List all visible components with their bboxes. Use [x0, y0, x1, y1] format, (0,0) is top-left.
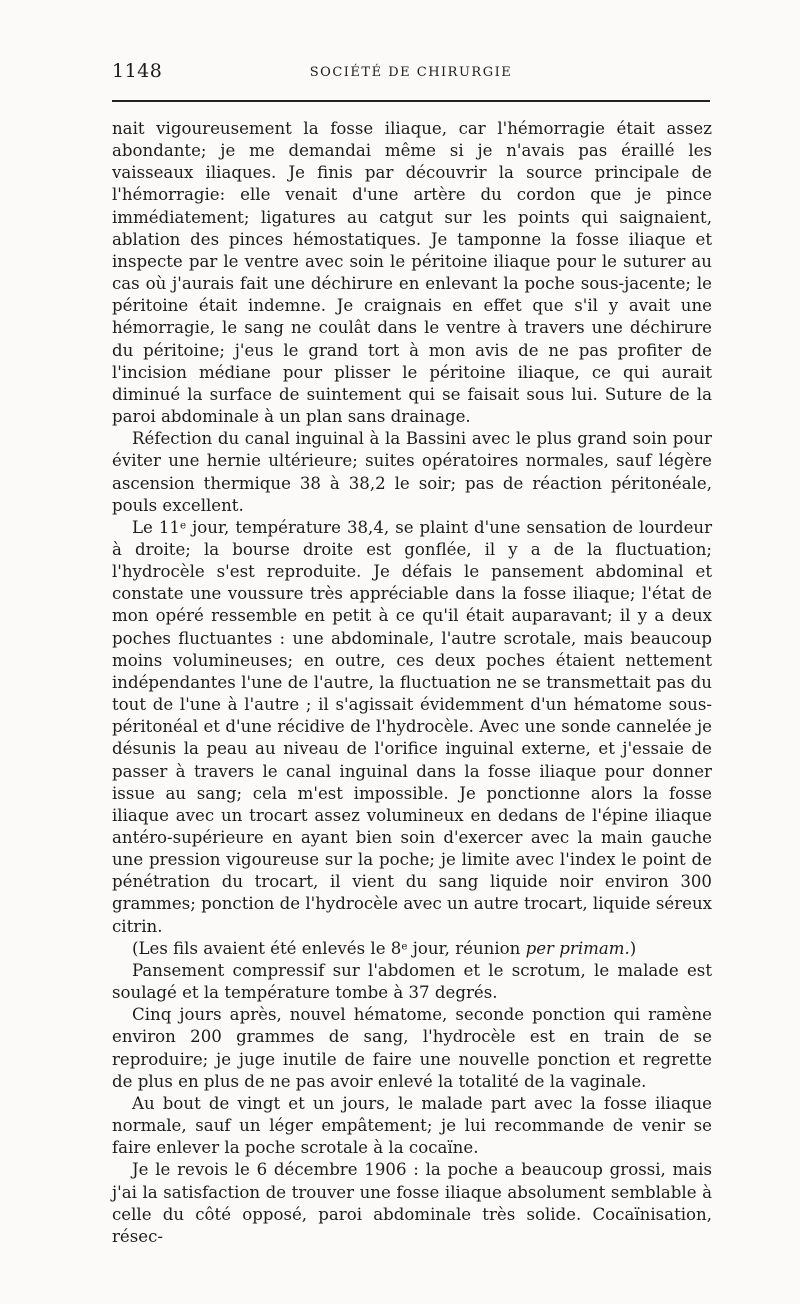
superscript: e [179, 519, 187, 532]
paragraph: Le 11e jour, température 38,4, se plaint d'une sensation de lourdeur à droite; la bourse droite est gonflée, il y a de la fluctuation; l'hydrocèle s'est reproduite. Je défais le pansement abdominal et constate une voussure très appréciable dans la fosse iliaque; l'état de mon opéré ressemble en petit à ce qu'il était auparavant; il y a deux poches fluctuantes : une abdominale, l'autre scrotale, mais beaucoup moins volumineuses; en outre, ces deux poches étaient nettement indépendantes l'une de l'autre, la fluctuation ne se transmettait pas du tout de l'une à l'autre ; il s'agissait évidemment d'un hématome sous-péritonéal et d'une récidive de l'hydrocèle. Avec une sonde cannelée je désunis la peau au niveau de l'orifice inguinal externe, et j'essaie de passer à travers le canal inguinal dans la fosse iliaque pour donner issue au sang; cela m'est impossible. Je ponctionne alors la fosse iliaque avec un trocart assez volumineux en dedans de l'épine iliaque antéro-supérieure en ayant bien soin d'exercer avec la main gauche une pression vigoureuse sur la poche; je limite avec l'index le point de pénétration du trocart, il vient du sang liquide noir environ 300 grammes; ponction de l'hydrocèle avec un autre trocart, liquide séreux citrin. [112, 517, 713, 936]
body-text [112, 118, 712, 1248]
paragraph: Pansement compressif sur l'abdomen et le scrotum, le malade est soulagé et la température tombe à 37 degrés. [112, 960, 712, 1003]
paragraph: Cinq jours après, nouvel hématome, seconde ponction qui ramène environ 200 grammes de sang, l'hydrocèle est en train de se reproduire; je juge inutile de faire une nouvelle ponction et regrette de plus en plus de ne pas avoir enlevé la totalité de la vaginale. [112, 1005, 712, 1091]
paragraph: nait vigoureusement la fosse iliaque, car l'hémorragie était assez abondante; je me demandai même si je n'avais pas éraillé les vaisseaux iliaques. Je finis par découvrir la source principale de l'hémorragie: elle venait d'une artère du cordon que je pince immédiatement; ligatures au catgut sur les points qui saignaient, ablation des pinces hémostatiques. Je tamponne la fosse iliaque et inspecte par le ventre avec soin le péritoine iliaque pour le suturer au cas où j'aurais fait une déchirure en enlevant la poche sous-jacente; le péritoine était indemne. Je craignais en effet que s'il y avait une hémorragie, le sang ne coulât dans le ventre à travers une déchirure du péritoine; j'eus le grand tort à mon avis de ne pas profiter de l'incision médiane pour plisser le péritoine iliaque, ce qui aurait diminué la surface de suintement qui se faisait sous lui. Suture de la paroi abdominale à un plan sans drainage. [112, 119, 712, 427]
paragraph: Réfection du canal inguinal à la Bassini avec le plus grand soin pour éviter une hernie ultérieure; suites opératoires normales, sauf légère ascension thermique 38 à 38,2 le soir; pas de réaction péritonéale, pouls excellent. [112, 429, 712, 515]
paragraph: (Les fils avaient été enlevés le 8e jour, réunion per primam.) [132, 938, 637, 958]
superscript: e [401, 940, 408, 953]
header-rule [112, 100, 710, 102]
page-number: 1148 [112, 60, 163, 82]
page-header [112, 60, 710, 90]
paragraph: Au bout de vingt et un jours, le malade part avec la fosse iliaque normale, sauf un léger empâtement; je lui recommande de venir se faire enlever la poche scrotale à la cocaïne. [112, 1093, 712, 1158]
running-head: SOCIÉTÉ DE CHIRURGIE [309, 65, 513, 80]
italic-phrase: per primam. [525, 938, 630, 958]
paragraph: Je le revois le 6 décembre 1906 : la poche a beaucoup grossi, mais j'ai la satisfaction de trouver une fosse iliaque absolument semblable à celle du côté opposé, paroi abdominale très solide. Cocaïnisation, résec- [112, 1160, 712, 1246]
